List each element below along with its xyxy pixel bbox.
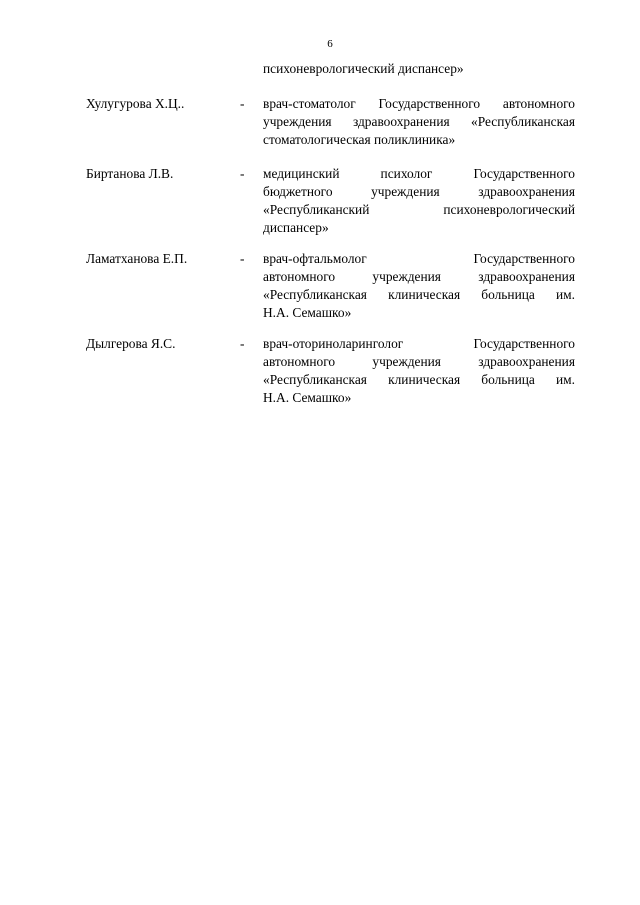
position-line: Н.А. Семашко» [263,305,352,320]
position-line: стоматологическая поликлиника» [263,132,456,147]
member-position [263,95,575,149]
position-line: «Республиканская клиническая больница им. [263,287,575,302]
position-line: бюджетного учреждения здравоохранения [263,184,575,199]
commission-member-entry [0,335,640,415]
member-name: Дылгерова Я.С. [86,336,176,351]
commission-member-entry [0,250,640,330]
position-line: автономного учреждения здравоохранения [263,269,575,284]
position-line: Н.А. Семашко» [263,390,352,405]
position-line: «Республиканская клиническая больница им. [263,372,575,387]
member-position [263,250,575,322]
position-line: «Республиканский психоневрологический [263,202,575,217]
position-line: врач-офтальмолог Государственного [263,251,575,266]
position-line: медицинский психолог Государственного [263,166,575,181]
continuation-line: психоневрологический диспансер» [263,61,464,76]
member-name: Ламатханова Е.П. [86,251,188,266]
commission-member-entry [0,95,640,175]
page-number: 6 [327,38,333,50]
position-line: врач-оториноларинголог Государственного [263,336,575,351]
member-position [263,165,575,237]
dash-separator: - [240,336,245,351]
member-position [263,335,575,407]
position-line: автономного учреждения здравоохранения [263,354,575,369]
member-name: Биртанова Л.В. [86,166,174,181]
dash-separator: - [240,96,245,111]
commission-member-entry [0,165,640,245]
position-line: врач-стоматолог Государственного автономного [263,96,575,111]
member-name: Хулугурова Х.Ц.. [86,96,185,111]
dash-separator: - [240,251,245,266]
position-line: диспансер» [263,220,329,235]
dash-separator: - [240,166,245,181]
position-line: учреждения здравоохранения «Республиканская [263,114,575,129]
